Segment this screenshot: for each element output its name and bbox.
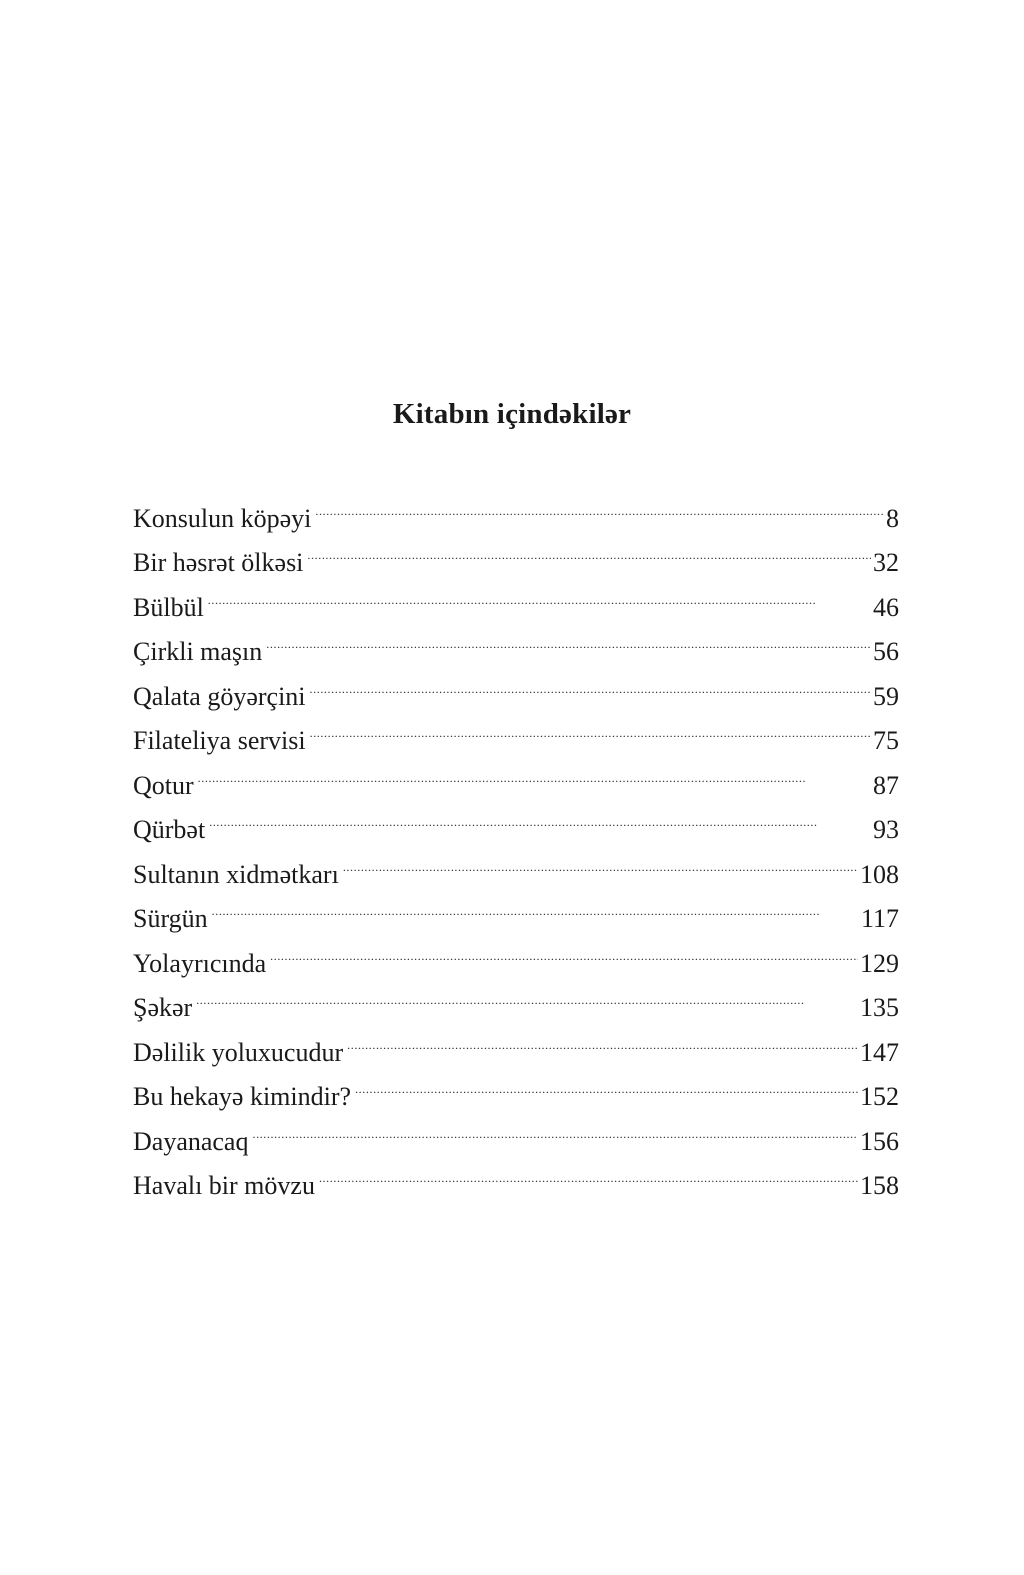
dot-leader — [270, 927, 858, 972]
dot-leader — [315, 482, 884, 527]
dot-leader — [196, 972, 858, 1017]
dot-leader — [355, 1061, 858, 1106]
toc-entry — [133, 1016, 899, 1067]
toc-entry — [133, 571, 899, 622]
toc-entry-page: 147 — [860, 1037, 899, 1067]
toc-entry-page: 87 — [873, 770, 899, 800]
dot-leader — [266, 616, 871, 661]
toc-entry-page: 129 — [860, 948, 899, 978]
toc-entry-page: 152 — [860, 1082, 899, 1111]
dot-leader — [209, 794, 871, 839]
toc-entry-title: Filateliya servisi — [133, 726, 306, 755]
toc-entry-page: 59 — [873, 681, 899, 711]
toc-entry — [133, 927, 899, 978]
toc-entry-page: 32 — [873, 548, 899, 577]
dot-leader — [319, 1150, 858, 1195]
toc-entry-page: 56 — [873, 637, 899, 666]
toc-entry-title: Bu hekayə kimindir? — [133, 1082, 352, 1111]
toc-entry — [133, 482, 899, 533]
toc-entry — [133, 749, 899, 800]
toc-entry — [133, 883, 899, 933]
page-title: Kitabın içindəkilər — [392, 398, 632, 430]
toc-entry — [133, 794, 899, 844]
dot-leader — [347, 1016, 858, 1061]
toc-entry-title: Sultanın xidmətkarı — [133, 859, 339, 889]
toc-entry-page: 117 — [860, 904, 899, 933]
toc-entry-title: Çirkli maşın — [133, 637, 263, 666]
toc-entry-title: Qürbət — [133, 815, 206, 844]
toc-entry-page: 8 — [886, 503, 899, 533]
toc-entry-page: 93 — [873, 815, 899, 844]
table-of-contents — [133, 482, 899, 1200]
toc-entry-title: Bülbül — [133, 592, 204, 622]
toc-entry-page: 158 — [860, 1171, 899, 1200]
dot-leader — [198, 749, 871, 794]
toc-entry-title: Bir həsrət ölkəsi — [133, 548, 304, 577]
toc-entry-title: Dəlilik yoluxucudur — [133, 1037, 344, 1067]
toc-entry-title: Qalata göyərçini — [133, 681, 306, 711]
toc-entry — [133, 616, 899, 666]
dot-leader — [343, 838, 858, 883]
toc-entry-title: Dayanacaq — [133, 1126, 249, 1156]
toc-entry-title: Konsulun köpəyi — [133, 503, 312, 533]
dot-leader — [307, 527, 871, 572]
toc-entry-title: Havalı bir mövzu — [133, 1171, 315, 1200]
dot-leader — [252, 1105, 858, 1150]
dot-leader — [212, 883, 859, 928]
toc-entry-page: 156 — [860, 1126, 899, 1156]
toc-entry-page: 108 — [860, 859, 899, 889]
dot-leader — [310, 705, 871, 750]
toc-entry-page: 75 — [873, 726, 899, 755]
dot-leader — [310, 660, 871, 705]
toc-entry — [133, 972, 899, 1022]
toc-entry-page: 46 — [873, 592, 899, 622]
toc-entry-title: Qotur — [133, 770, 194, 800]
dot-leader — [208, 571, 871, 616]
toc-entry-title: Yolayrıcında — [133, 948, 267, 978]
toc-entry-page: 135 — [860, 993, 899, 1022]
toc-entry-title: Şəkər — [133, 993, 193, 1022]
toc-entry — [133, 838, 899, 889]
toc-entry-title: Sürgün — [133, 904, 208, 933]
